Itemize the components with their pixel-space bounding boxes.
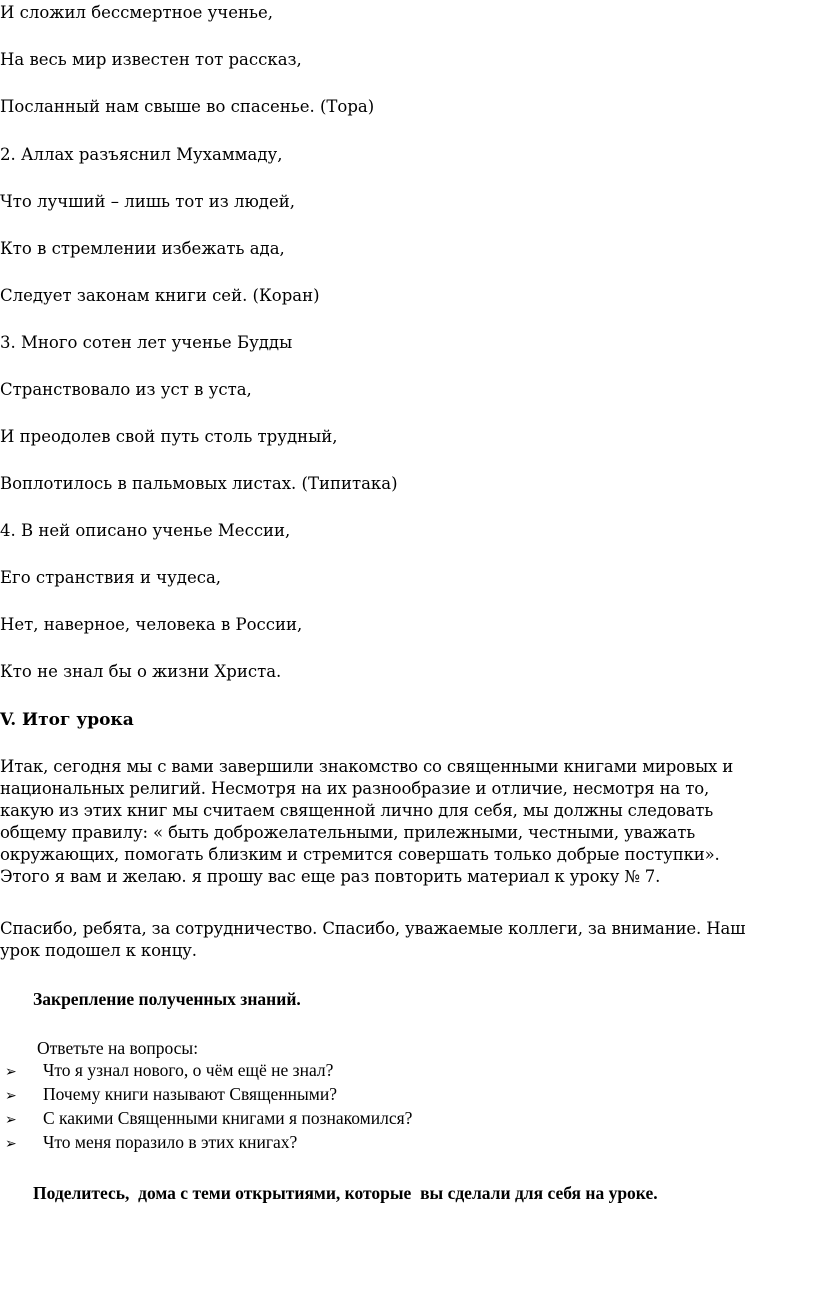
poem-line: На весь мир известен тот рассказ, (0, 50, 302, 69)
question-text: Что я узнал нового, о чём ещё не знал? (43, 1060, 334, 1080)
poem-line: Следует законам книги сей. (Коран) (0, 286, 320, 305)
summary-line: национальных религий. Несмотря на их разнообразие и отличие, несмотря на то, (0, 779, 710, 798)
thanks-paragraph (0, 918, 808, 962)
question-text: Почему книги называют Священными? (43, 1084, 338, 1104)
arrow-bullet-icon: ➢ (5, 1065, 17, 1080)
summary-line: Этого я вам и желаю. я прошу вас еще раз повторить материал к уроку № 7. (0, 867, 661, 886)
questions-intro: Ответьте на вопросы: (37, 1038, 199, 1058)
arrow-bullet-icon: ➢ (5, 1089, 17, 1104)
question-item (5, 1082, 337, 1109)
arrow-bullet-icon: ➢ (5, 1113, 17, 1128)
thanks-line: урок подошел к концу. (0, 941, 197, 960)
summary-line: какую из этих книг мы считаем священной лично для себя, мы должны следовать (0, 801, 714, 820)
question-text: С какими Священными книгами я познакомился? (43, 1108, 413, 1128)
summary-line: Итак, сегодня мы с вами завершили знакомство со священными книгами мировых и (0, 757, 734, 776)
poem-line: 3. Много сотен лет ученье Будды (0, 333, 293, 352)
poem-line: Кто в стремлении избежать ада, (0, 239, 285, 258)
poem-line: Странствовало из уст в уста, (0, 380, 252, 399)
section-heading: V. Итог урока (0, 710, 134, 730)
question-item (5, 1058, 333, 1085)
arrow-bullet-icon: ➢ (5, 1137, 17, 1152)
question-item (5, 1130, 297, 1157)
poem-line: Что лучший – лишь тот из людей, (0, 192, 295, 211)
question-text: Что меня поразило в этих книгах? (43, 1132, 298, 1152)
poem-line: Кто не знал бы о жизни Христа. (0, 662, 282, 681)
poem-line: Воплотилось в пальмовых листах. (Типитака) (0, 474, 398, 493)
poem-line: И преодолев свой путь столь трудный, (0, 427, 338, 446)
question-item (5, 1106, 412, 1133)
closing-line: Поделитесь, дома с теми открытиями, которые вы сделали для себя на уроке. (33, 1183, 658, 1203)
poem-line: 2. Аллах разъяснил Мухаммаду, (0, 145, 283, 164)
summary-line: общему правилу: « быть доброжелательными, прилежными, честными, уважать (0, 823, 696, 842)
consolidation-heading: Закрепление полученных знаний. (33, 989, 301, 1009)
poem-line: 4. В ней описано ученье Мессии, (0, 521, 291, 540)
thanks-line: Спасибо, ребята, за сотрудничество. Спасибо, уважаемые коллеги, за внимание. Наш (0, 919, 746, 938)
summary-paragraph (0, 756, 808, 888)
poem-line: Нет, наверное, человека в России, (0, 615, 303, 634)
poem-line: И сложил бессмертное ученье, (0, 3, 273, 22)
poem-line: Посланный нам свыше во спасенье. (Тора) (0, 97, 375, 116)
summary-line: окружающих, помогать близким и стремится совершать только добрые поступки». (0, 845, 720, 864)
poem-line: Его странствия и чудеса, (0, 568, 222, 587)
